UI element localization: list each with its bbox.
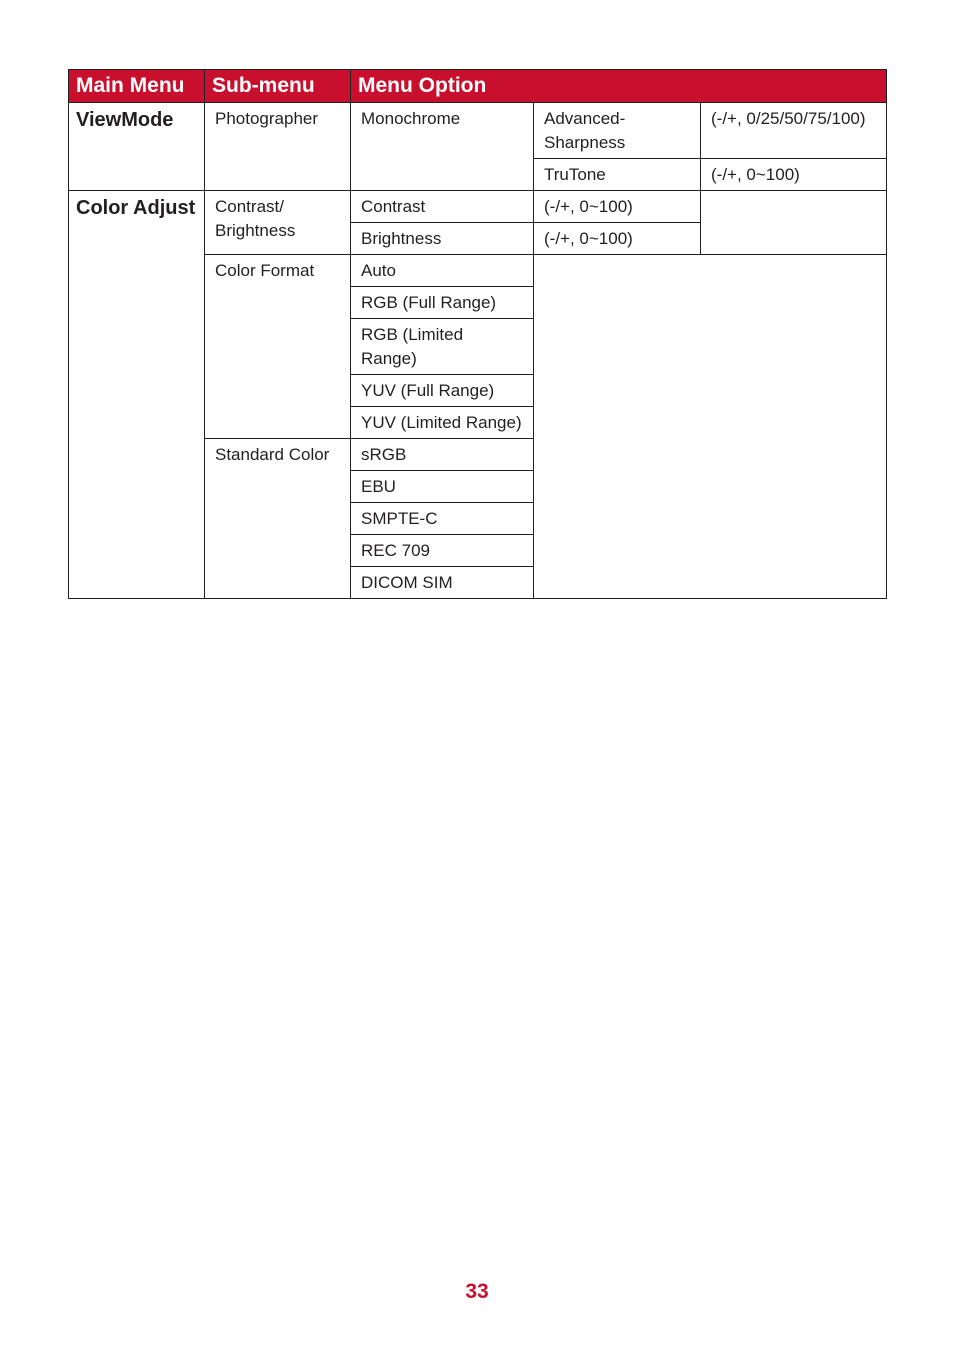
- table-row: [69, 191, 887, 223]
- option-contrast: Contrast: [351, 191, 534, 223]
- main-menu-viewmode: ViewMode: [69, 103, 205, 191]
- value-advanced-sharpness: (-/+, 0/25/50/75/100): [701, 103, 887, 159]
- table-header-row: [69, 70, 887, 103]
- setting-advanced-sharpness: Advanced-Sharpness: [534, 103, 701, 159]
- sub-menu-photographer: Photographer: [205, 103, 351, 191]
- sub-menu-standard-color: Standard Color: [205, 439, 351, 599]
- value-trutone: (-/+, 0~100): [701, 159, 887, 191]
- option-rgb-full-range: RGB (Full Range): [351, 287, 534, 319]
- option-rec-709: REC 709: [351, 535, 534, 567]
- header-menu-option: Menu Option: [351, 70, 887, 103]
- option-yuv-limited-range: YUV (Limited Range): [351, 407, 534, 439]
- value-contrast: (-/+, 0~100): [534, 191, 701, 223]
- sub-menu-color-format: Color Format: [205, 255, 351, 439]
- option-rgb-limited-range: RGB (Limited Range): [351, 319, 534, 375]
- option-ebu: EBU: [351, 471, 534, 503]
- option-brightness: Brightness: [351, 223, 534, 255]
- table-row: [69, 103, 887, 159]
- option-auto: Auto: [351, 255, 534, 287]
- empty-cell: [534, 255, 887, 599]
- menu-table: [68, 69, 887, 599]
- header-sub-menu: Sub-menu: [205, 70, 351, 103]
- option-smpte-c: SMPTE-C: [351, 503, 534, 535]
- main-menu-color-adjust: Color Adjust: [69, 191, 205, 599]
- empty-cell: [701, 191, 887, 255]
- page-number: 33: [465, 1280, 489, 1303]
- value-brightness: (-/+, 0~100): [534, 223, 701, 255]
- header-main-menu: Main Menu: [69, 70, 205, 103]
- option-dicom-sim: DICOM SIM: [351, 567, 534, 599]
- setting-trutone: TruTone: [534, 159, 701, 191]
- option-srgb: sRGB: [351, 439, 534, 471]
- sub-menu-contrast-brightness: Contrast/ Brightness: [205, 191, 351, 255]
- option-monochrome: Monochrome: [351, 103, 534, 191]
- option-yuv-full-range: YUV (Full Range): [351, 375, 534, 407]
